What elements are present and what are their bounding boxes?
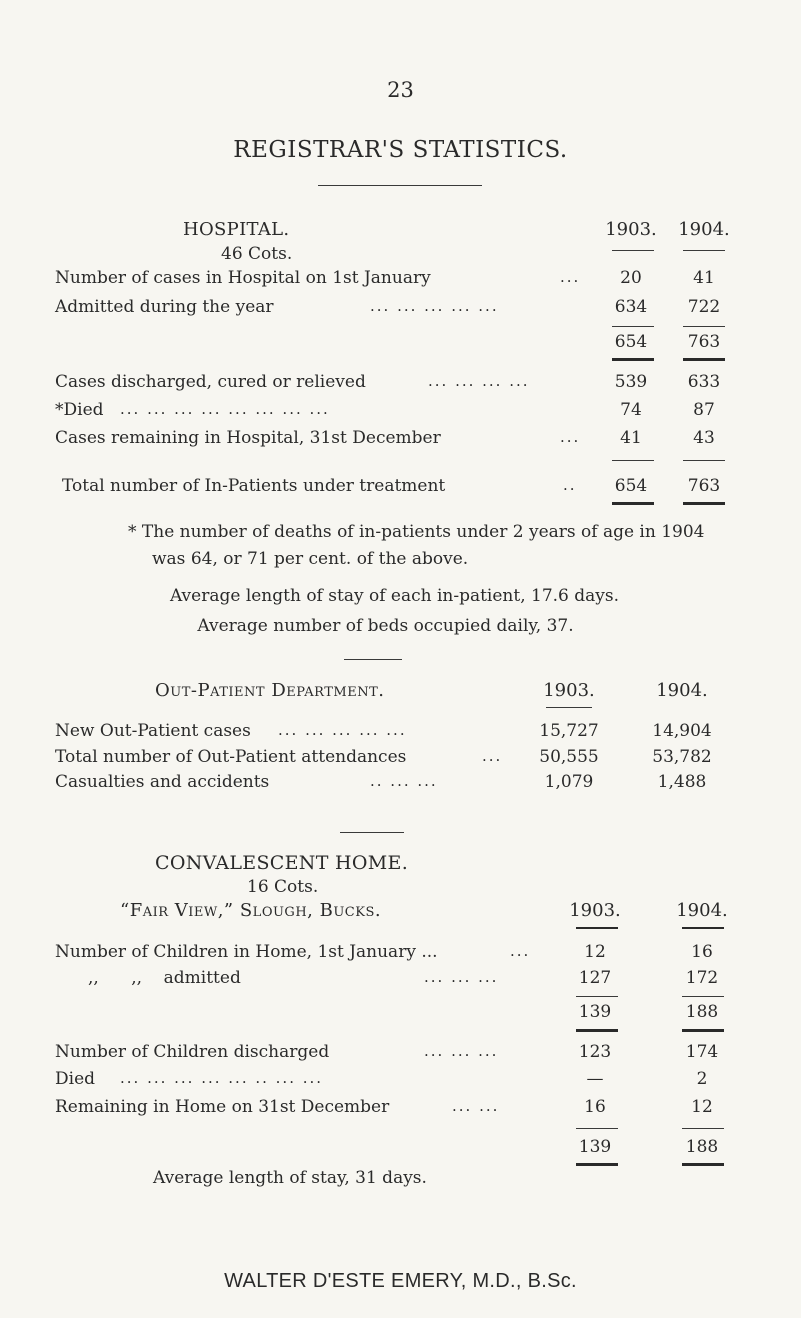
double-rule [576,1029,618,1032]
leader-dots: ... [482,747,503,765]
total-1903: 654 [614,476,648,496]
row-label: Cases remaining in Hospital, 31st December [55,428,441,448]
convalescent-year-b: 1904. [676,900,728,921]
row-label: Remaining in Home on 31st December [55,1097,390,1117]
leader-dots: ... [560,428,581,446]
sum-rule [576,1128,618,1129]
value-1904: 53,782 [652,747,712,767]
row-label: *Died [55,400,104,420]
column-rule [683,250,725,251]
leader-dots: .. ... ... [370,772,438,790]
hospital-subheading: 46 Cots. [221,244,293,264]
double-rule [612,358,654,361]
leader-dots: ... ... ... [424,968,499,986]
value-1904: 41 [693,268,715,288]
value-1903: 539 [614,372,648,392]
sum-rule [612,326,654,327]
leader-dots: ... [560,268,581,286]
hospital-year-a: 1903. [605,219,657,240]
value-1904: 14,904 [652,721,712,741]
value-1904: 43 [693,428,715,448]
outpatient-year-b: 1904. [656,680,708,701]
convalescent-heading: CONVALESCENT HOME. [155,852,409,874]
value-1903: 50,555 [539,747,599,767]
column-rule [546,707,592,708]
value-1904: 722 [687,297,721,317]
leader-dots: ... ... ... ... ... ... ... ... [120,400,330,418]
value-1904: 172 [685,968,719,988]
row-label: Died [55,1069,96,1089]
double-rule [683,358,725,361]
row-label: Casualties and accidents [55,772,270,792]
value-1903: 74 [620,400,642,420]
row-label: New Out-Patient cases [55,721,251,741]
value-1903: 20 [620,268,642,288]
total-1903: 139 [578,1137,612,1157]
sum-rule [683,460,725,461]
row-label: Cases discharged, cured or relieved [55,372,366,392]
value-1904: 87 [693,400,715,420]
leader-dots: .. [563,476,577,494]
leader-dots: ... ... ... ... ... [370,297,499,315]
sum-rule [612,460,654,461]
footnote-line-1: * The number of deaths of in-patients under 2 years of age in 1904 [128,522,705,542]
row-label: Number of cases in Hospital on 1st January [55,268,431,288]
average-stay: Average length of stay of each in-patient, 17.6 days. [169,586,620,606]
sum-rule [682,1128,724,1129]
leader-dots: ... ... ... ... [428,372,530,390]
sum-rule [682,996,724,997]
subtotal-1904: 188 [685,1002,719,1022]
sum-rule [576,996,618,997]
convalescent-subheading: 16 Cots. [247,877,319,897]
value-1903: — [586,1069,604,1089]
divider [318,185,482,186]
row-label: Number of Children in Home, 1st January ... [55,942,438,962]
divider [344,659,402,660]
signature: WALTER D'ESTE EMERY, M.D., B.Sc. [224,1270,577,1292]
value-1903: 123 [578,1042,612,1062]
leader-dots: ... ... [452,1097,500,1115]
row-label: ,, ,, admitted [88,968,241,988]
subtotal-1904: 763 [687,332,721,352]
subtotal-1903: 654 [614,332,648,352]
leader-dots: ... [510,942,531,960]
value-1904: 2 [696,1069,708,1089]
average-beds: Average number of beds occupied daily, 37. [197,616,574,636]
double-rule [612,502,654,505]
page-number: 23 [387,78,414,102]
convalescent-average-stay: Average length of stay, 31 days. [153,1168,427,1188]
value-1904: 633 [687,372,721,392]
outpatient-heading: Out-Patient Department. [155,680,385,701]
row-label: Number of Children discharged [55,1042,330,1062]
value-1904: 12 [691,1097,713,1117]
row-label: Total number of In-Patients under treatment [62,476,446,496]
leader-dots: ... ... ... [424,1042,499,1060]
convalescent-year-a: 1903. [569,900,621,921]
leader-dots: ... ... ... ... ... [278,721,407,739]
outpatient-year-a: 1903. [543,680,595,701]
column-rule [682,927,724,929]
value-1904: 1,488 [657,772,707,792]
value-1903: 16 [584,1097,606,1117]
hospital-heading: HOSPITAL. [183,219,290,240]
row-label: Admitted during the year [55,297,274,317]
page-title: REGISTRAR'S STATISTICS. [233,137,568,163]
total-1904: 188 [685,1137,719,1157]
hospital-year-b: 1904. [678,219,730,240]
double-rule [683,502,725,505]
sum-rule [683,326,725,327]
leader-dots: ... ... ... ... ... .. ... ... [120,1069,324,1087]
value-1903: 1,079 [544,772,594,792]
convalescent-location: “Fair View,” Slough, Bucks. [120,900,382,921]
column-rule [576,927,618,929]
value-1903: 634 [614,297,648,317]
column-rule [612,250,654,251]
value-1903: 15,727 [539,721,599,741]
double-rule [576,1163,618,1166]
double-rule [682,1163,724,1166]
value-1903: 127 [578,968,612,988]
footnote-line-2: was 64, or 71 per cent. of the above. [152,549,469,569]
value-1904: 16 [691,942,713,962]
subtotal-1903: 139 [578,1002,612,1022]
divider [340,832,404,833]
value-1903: 41 [620,428,642,448]
value-1903: 12 [584,942,606,962]
value-1904: 174 [685,1042,719,1062]
total-1904: 763 [687,476,721,496]
double-rule [682,1029,724,1032]
row-label: Total number of Out-Patient attendances [55,747,407,767]
